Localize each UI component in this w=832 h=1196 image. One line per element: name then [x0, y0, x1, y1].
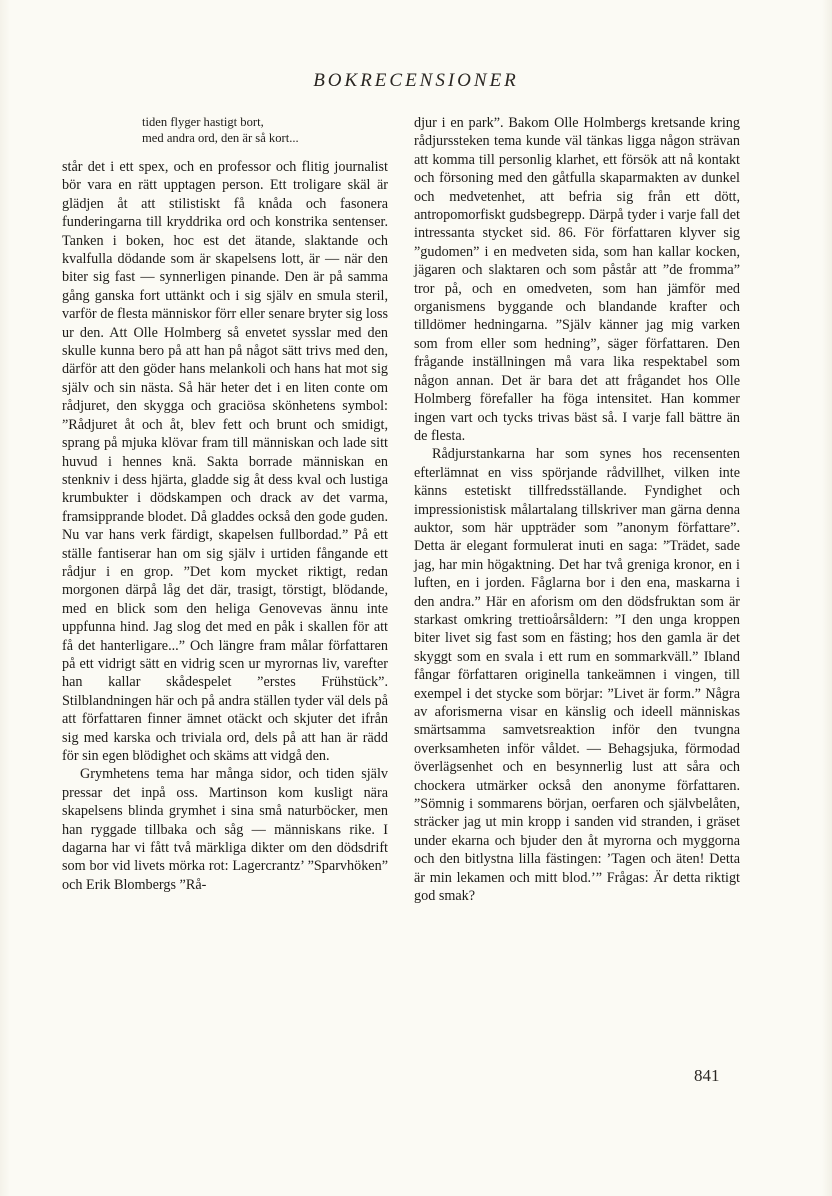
right-column — [414, 114, 740, 905]
left-paragraph-1: står det i ett spex, och en professor och flitig journalist bör vara en rätt upptagen person. Ett troligare skäl är glädjen åt att stilistiskt få knåda och fasonera funderingarna till kryddrika ord och konstrika sentenser. Tanken i boken, hoc est det ätande, slaktande och kvalfulla dödande som är skapelsens lott, är — när den biter sig fast — synnerligen pinande. Den är på samma gång ganska fort uttänkt och i sig själv en smula steril, varför de flesta människor förr eller senare bryter sig loss ur den. Att Olle Holmberg så envetet sysslar med den skulle kunna bero på att han på något sätt trivs med den, därför att den göder hans melankoli och hans hat mot sig själv och sin nästa. Så här heter det i en liten conte om rådjuret, den skygga och graciösa skönhetens symbol: ”Rådjuret åt och åt, blev fett och brunt och smidigt, sprang på mjuka klövar fram till människan och lade sitt huvud i hennes knä. Sakta borrade människan en stenkniv i dess hjärta, gladde sig åt dess kval och lustiga krumbukter i dödskampen och drack av det varma, framsipprande blodet. Då gladdes också den gode guden. Nu var hans verk färdigt, skapelsen fullbordad.” På ett ställe fantiserar han om sig själv i urtiden fångande ett rådjur i en grop. ”Det kom mycket riktigt, redan morgonen därpå låg det där, trasigt, törstigt, blödande, med en blick som den heliga Genovevas ännu inte uppfunna hind. Jag slog det med en påk i skallen för att få det hanterligare...” Och längre fram målar författaren på ett vidrigt sätt en vidrig scen ur myrornas liv, varefter han kallar skådespelet ”erstes Frühstück”. Stilblandningen här och på andra ställen tyder väl dels på att författaren finner ämnet otäckt och skjuter det ifrån sig med karska och triviala ord, dels på att han är rädd för sin egen blödighet och skäms att vidgå den. — [62, 159, 388, 764]
right-paragraph-1: djur i en park”. Bakom Olle Holmbergs kretsande kring rådjurssteken tema kunde väl tänkas ligga någon strävan att komma till personlig klarhet, ett försök att nå kontakt och försoning med den gåtfulla skaparmakten av dunkel och medvetenhet, att befria sig från ett dött, antropomorfiskt gudsbegrepp. Därpå tyder i varje fall det intressanta stycket sid. 86. För författaren klyver sig ”gudomen” i en medveten sida, som han kallar kocken, jägaren och slaktaren och som påstår att ”de fromma” tror på, och en omedveten, som han jämför med organismens byggande och blandande krafter och tilldömer hedningarna. ”Själv känner jag mig varken som from eller som hedning”, säger författaren. Den frågande inställningen må vara lika respektabel som någon annan. Det är bara det att frågandet hos Olle Holmberg förefaller ha föga intensitet. Han kommer ingen vart och tycks trivas bäst så. I varje fall bättre än de flesta. — [414, 115, 740, 444]
epigraph-line-2: med andra ord, den är så kort... — [142, 131, 299, 145]
right-paragraph-2: Rådjurstankarna har som synes hos recensenten efterlämnat en viss spörjande rådvillhet, vilken inte känns estetiskt tillfredsställande. Fyndighet och impressionistisk målartalang tillskriver man gärna denna auktor, som här uppträder som ”anonym författare”. Detta är elegant formulerat inuti en saga: ”Trädet, sade jag, har min högaktning. Det har två greniga kronor, en i luften, en i jorden. Fåglarna bor i den ena, maskarna i den andra.” Här en aforism om den dödsfruktan som är starkast omkring trettioårsåldern: ”I den unga kroppen biter livet sig fast som en fästing; hos den gamla är det skyggt som en svala i ett rum en sommarkväll.” Ibland fångar författaren originella tankeämnen i vingen, till exempel i det stycke som börjar: ”Livet är form.” Några av aforismerna visar en känslig och ideell människas smärtsamma samvetsreaktion inför den tvungna overksamheten inför våldet. — Behagsjuka, förmodad överlägsenhet och en besynnerlig lust att såra och chockera utmärker också den anonyme författaren. ”Sömnig i sommarens början, oerfaren och självbelåten, sträcker jag ut min kropp i sanden vid stranden, i gräset under ekarna och bjuder den åt myrorna och myggorna och den bitlystna lilla fästingen: ’Tagen och äten! Detta är min lekamen och mitt blod.’” Frågas: Är detta riktigt god smak? — [414, 446, 740, 905]
left-column — [62, 114, 388, 894]
epigraph-line-1: tiden flyger hastigt bort, — [142, 115, 264, 129]
epigraph — [142, 114, 388, 146]
left-paragraph-2: Grymhetens tema har många sidor, och tiden själv pressar det inpå oss. Martinson kom kusligt nära skapelsens blinda grymhet i sina små naturböcker, men han ryggade tillbaka och såg — människans rike. I dagarna har vi fått två märkliga dikter om den dödsdrift som bor vid livets mörka rot: Lagercrantz’ ”Sparvhöken” och Erik Blombergs ”Rå- — [62, 766, 388, 893]
running-head: BOKRECENSIONER — [313, 70, 519, 91]
page-number: 841 — [694, 1066, 720, 1085]
